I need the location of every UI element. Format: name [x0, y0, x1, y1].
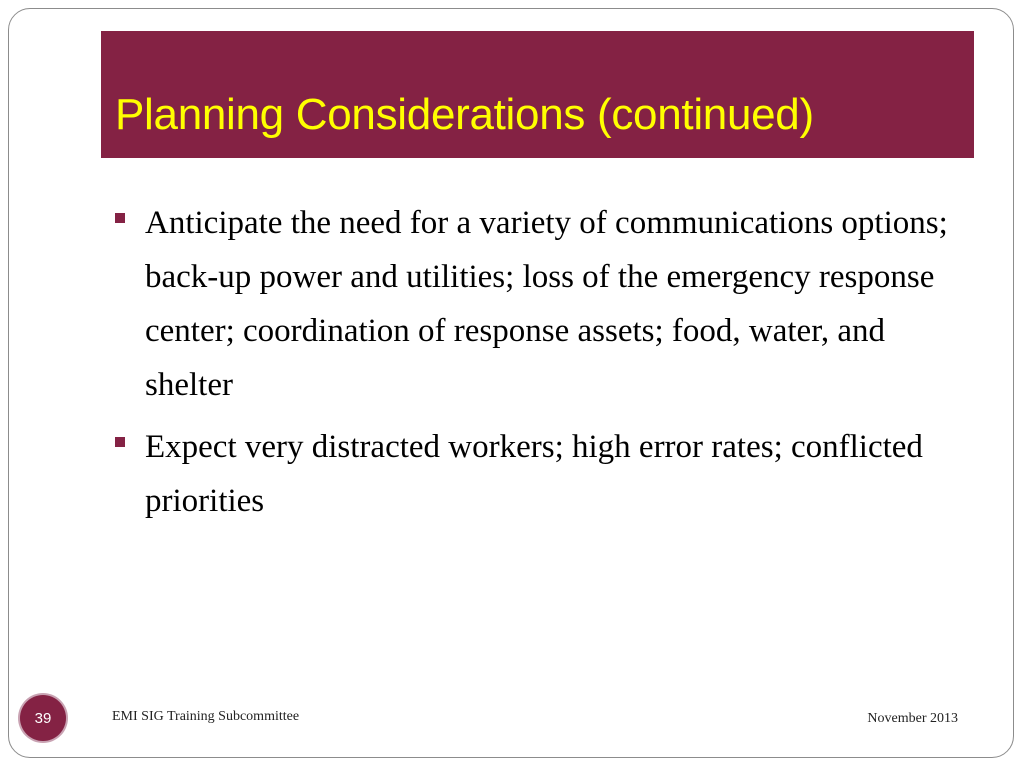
page-number: 39: [34, 709, 52, 727]
footer-organization: EMI SIG Training Subcommittee: [112, 709, 300, 724]
bullet-text: Expect very distracted workers; high error rates; conflicted priorities: [145, 429, 923, 519]
bullet-text: Anticipate the need for a variety of communications options; back-up power and utilities; loss of the emergency response center; coordination of response assets; food, water, and shelter: [145, 205, 948, 403]
slide-title: Planning Considerations (continued): [115, 90, 814, 139]
square-bullet-icon: [115, 437, 125, 447]
title-bar: [101, 31, 974, 158]
square-bullet-icon: [115, 213, 125, 223]
footer-date: November 2013: [867, 711, 958, 726]
page-number-badge: [20, 695, 66, 741]
bullet-item: [112, 196, 952, 412]
bullet-item: [112, 420, 952, 528]
bullet-list: [112, 196, 952, 536]
